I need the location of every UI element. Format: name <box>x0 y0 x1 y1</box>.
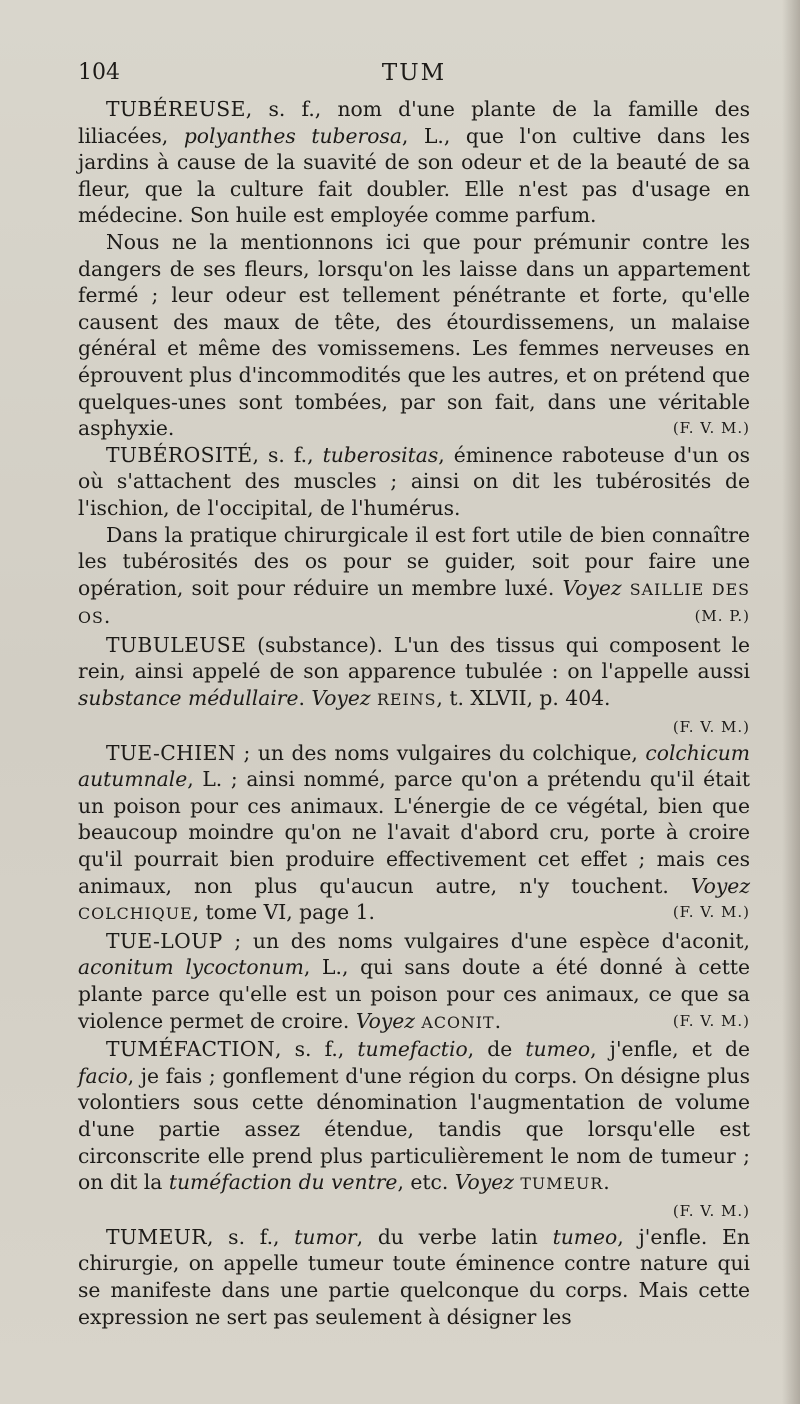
entry-tue-chien: TUE-CHIEN ; un des noms vulgaires du colchique, colchicum autumnale, L. ; ainsi nommé, parce qu'on a prétendu qu'il était un poison pour ces animaux. L'énergie de ce végétal, bien que beaucoup moindre qu'on ne l'avait d'abord cru, porte à croire qu'il pourrait bien produire effectivement cet effet ; mais ces animaux, non plus qu'aucun autre, n'y touchent. Voyez COLCHIQUE, tome VI, page 1. (F. V. M.) <box>78 740 750 925</box>
voyez: Voyez <box>690 873 750 898</box>
author-signature: (F. V. M.) <box>672 419 750 438</box>
headword: TUBÉROSITÉ <box>106 442 253 467</box>
entry-tue-loup: TUE-LOUP ; un des noms vulgaires d'une espèce d'aconit, aconitum lycoctonum, L., qui sans doute a été donné à cette plante parce qu'elle est un poison pour ces animaux, ce que sa violence permet de croire. Voyez ACONIT. (F. V. M.) <box>78 928 751 1033</box>
author-signature: (F. V. M.) <box>672 717 750 736</box>
running-head: TUM <box>381 60 447 86</box>
entry-tubereuse-para2: Nous ne la mentionnons ici que pour prémunir contre les dangers de ses fleurs, lorsqu'on les laisse dans un appartement fermé ; leur odeur est tellement pénétrante et forte, qu'elle causent des maux de tête, des étourdissemens, un malaise général et même des vomissemens. Les femmes nerveuses en éprouvent plus d'incommodités que les autres, et on prétend que quelques-unes sont tombées, par son fait, dans une véritable asphyxie. (F. V. M.) <box>78 229 750 441</box>
entry-tuberosite: TUBÉROSITÉ, s. f., tuberositas, éminence raboteuse d'un os où s'attachent des muscles ; ainsi on dit les tubérosités de l'ischion, de l'occipital, de l'humérus. <box>78 442 750 520</box>
headword: TUBÉREUSE <box>106 97 246 121</box>
author-signature: (F. V. M.) <box>672 1201 750 1220</box>
entry-tuberosite-para2: Dans la pratique chirurgicale il est fort utile de bien connaître les tubérosités des os pour se guider, soit pour faire une opération, soit pour réduire un membre luxé. Voyez SAILLIE DES OS. (M. P.) <box>78 522 750 629</box>
headword: TUMÉFACTION <box>106 1037 275 1062</box>
dictionary-text <box>78 96 750 1330</box>
headword: TUE-LOUP <box>106 928 223 953</box>
cross-reference: SAILLIE DES OS <box>78 579 750 628</box>
voyez: Voyez <box>454 1170 514 1195</box>
cross-reference: TUMEUR <box>520 1174 604 1194</box>
headword: TUBULEUSE <box>106 632 247 657</box>
headword: TUMEUR <box>106 1224 207 1249</box>
entry-tumeur: TUMEUR, s. f., tumor, du verbe latin tumeo, j'enfle. En chirurgie, on appelle tumeur toute éminence contre nature qui se manifeste dans une partie quelconque du corps. Mais cette expression ne sert pas seulement à désigner les <box>78 1224 750 1329</box>
cross-reference: REINS <box>377 690 437 710</box>
page-number: 104 <box>78 60 120 85</box>
entry-tubereuse: TUBÉREUSE, s. f., nom d'une plante de la famille des liliacées, polyanthes tuberosa, L., que l'on cultive dans les jardins à cause de la suavité de son odeur et de la beauté de sa fleur, que la culture fait doubler. Elle n'est pas d'usage en médecine. Son huile est employée comme parfum. <box>78 97 750 228</box>
page-header <box>78 60 750 94</box>
cross-reference: ACONIT <box>421 1012 495 1032</box>
author-signature: (M. P.) <box>694 607 750 626</box>
page-edge-shadow <box>782 0 800 1404</box>
author-signature: (F. V. M.) <box>672 903 750 922</box>
cross-reference: COLCHIQUE <box>78 904 193 924</box>
entry-tubuleuse: TUBULEUSE (substance). L'un des tissus qui composent le rein, ainsi appelé de son apparence tubulée : on l'appelle aussi substance médullaire. Voyez REINS, t. XLVII, p. 404. <box>78 632 750 711</box>
voyez: Voyez <box>355 1008 415 1033</box>
voyez: Voyez <box>311 686 371 711</box>
voyez: Voyez <box>562 575 622 600</box>
author-signature: (F. V. M.) <box>672 1011 750 1030</box>
headword: TUE-CHIEN <box>106 740 237 765</box>
entry-tumefaction: TUMÉFACTION, s. f., tumefactio, de tumeo, j'enfle, et de facio, je fais ; gonflement d'une région du corps. On désigne plus volontiers sous cette dénomination l'augmentation de volume d'une partie assez étendue, tandis que lorsqu'elle est circonscrite elle prend plus particulièrement le nom de tumeur ; on dit la tuméfaction du ventre, etc. Voyez TUMEUR. <box>78 1037 750 1195</box>
